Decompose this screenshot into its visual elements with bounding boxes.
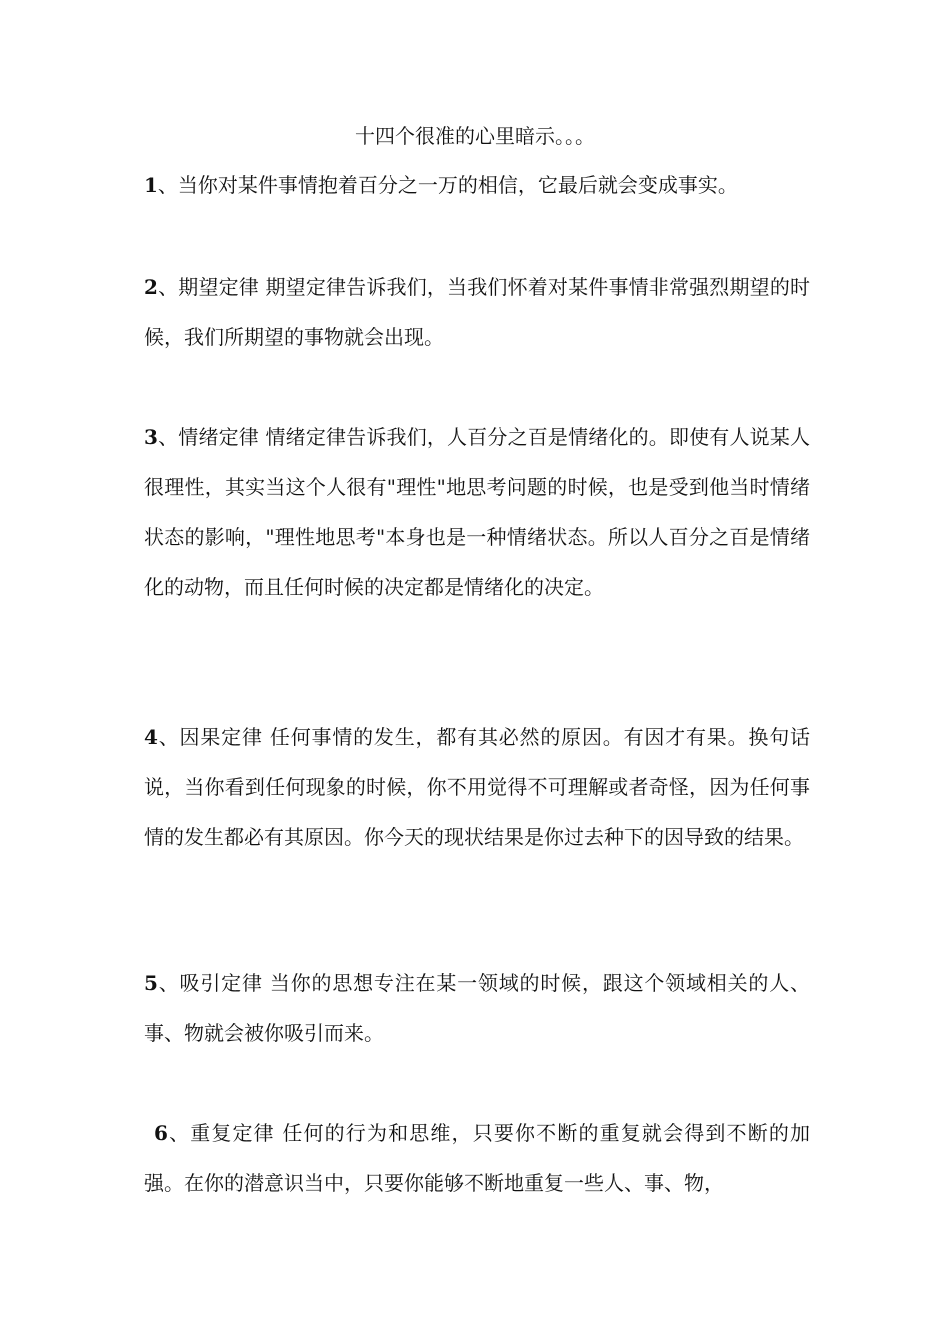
paragraph-3 [144,412,810,612]
paragraph-6 [144,1108,810,1208]
paragraph-number: 5 [144,971,158,995]
page-title: 十四个很准的心里暗示。。。 [355,124,595,148]
paragraph-2 [144,262,810,362]
paragraph-text: 、期望定律 期望定律告诉我们，当我们怀着对某件事情非常强烈期望的时候，我们所期望的事物就会出现。 [144,275,810,349]
paragraph-text: 、当你对某件事情抱着百分之一万的相信，它最后就会变成事实。 [157,173,738,197]
paragraph-4 [144,712,810,862]
paragraph-text: 、重复定律 任何的行为和思维，只要你不断的重复就会得到不断的加强。在你的潜意识当中，只要你能够不断地重复一些人、事、物， [144,1121,810,1195]
paragraph-text: 、因果定律 任何事情的发生，都有其必然的原因。有因才有果。换句话说，当你看到任何现象的时候，你不用觉得不可理解或者奇怪，因为任何事情的发生都必有其原因。你今天的现状结果是你过去种下的因导致的结果。 [144,725,810,849]
paragraph-number: 3 [144,425,158,449]
paragraph-number: 4 [144,725,158,749]
paragraph-1 [144,160,810,210]
paragraph-text: 、情绪定律 情绪定律告诉我们，人百分之百是情绪化的。即使有人说某人很理性，其实当这个人很有"理性"地思考问题的时候，也是受到他当时情绪状态的影响，"理性地思考"本身也是一种情绪状态。所以人百分之百是情绪化的动物，而且任何时候的决定都是情绪化的决定。 [144,425,810,599]
paragraph-5 [144,958,810,1058]
paragraph-number: 2 [144,275,158,299]
paragraph-number: 6 [154,1121,168,1145]
paragraph-number: 1 [144,173,158,197]
paragraph-text: 、吸引定律 当你的思想专注在某一领域的时候，跟这个领域相关的人、事、物就会被你吸引而来。 [144,971,810,1045]
